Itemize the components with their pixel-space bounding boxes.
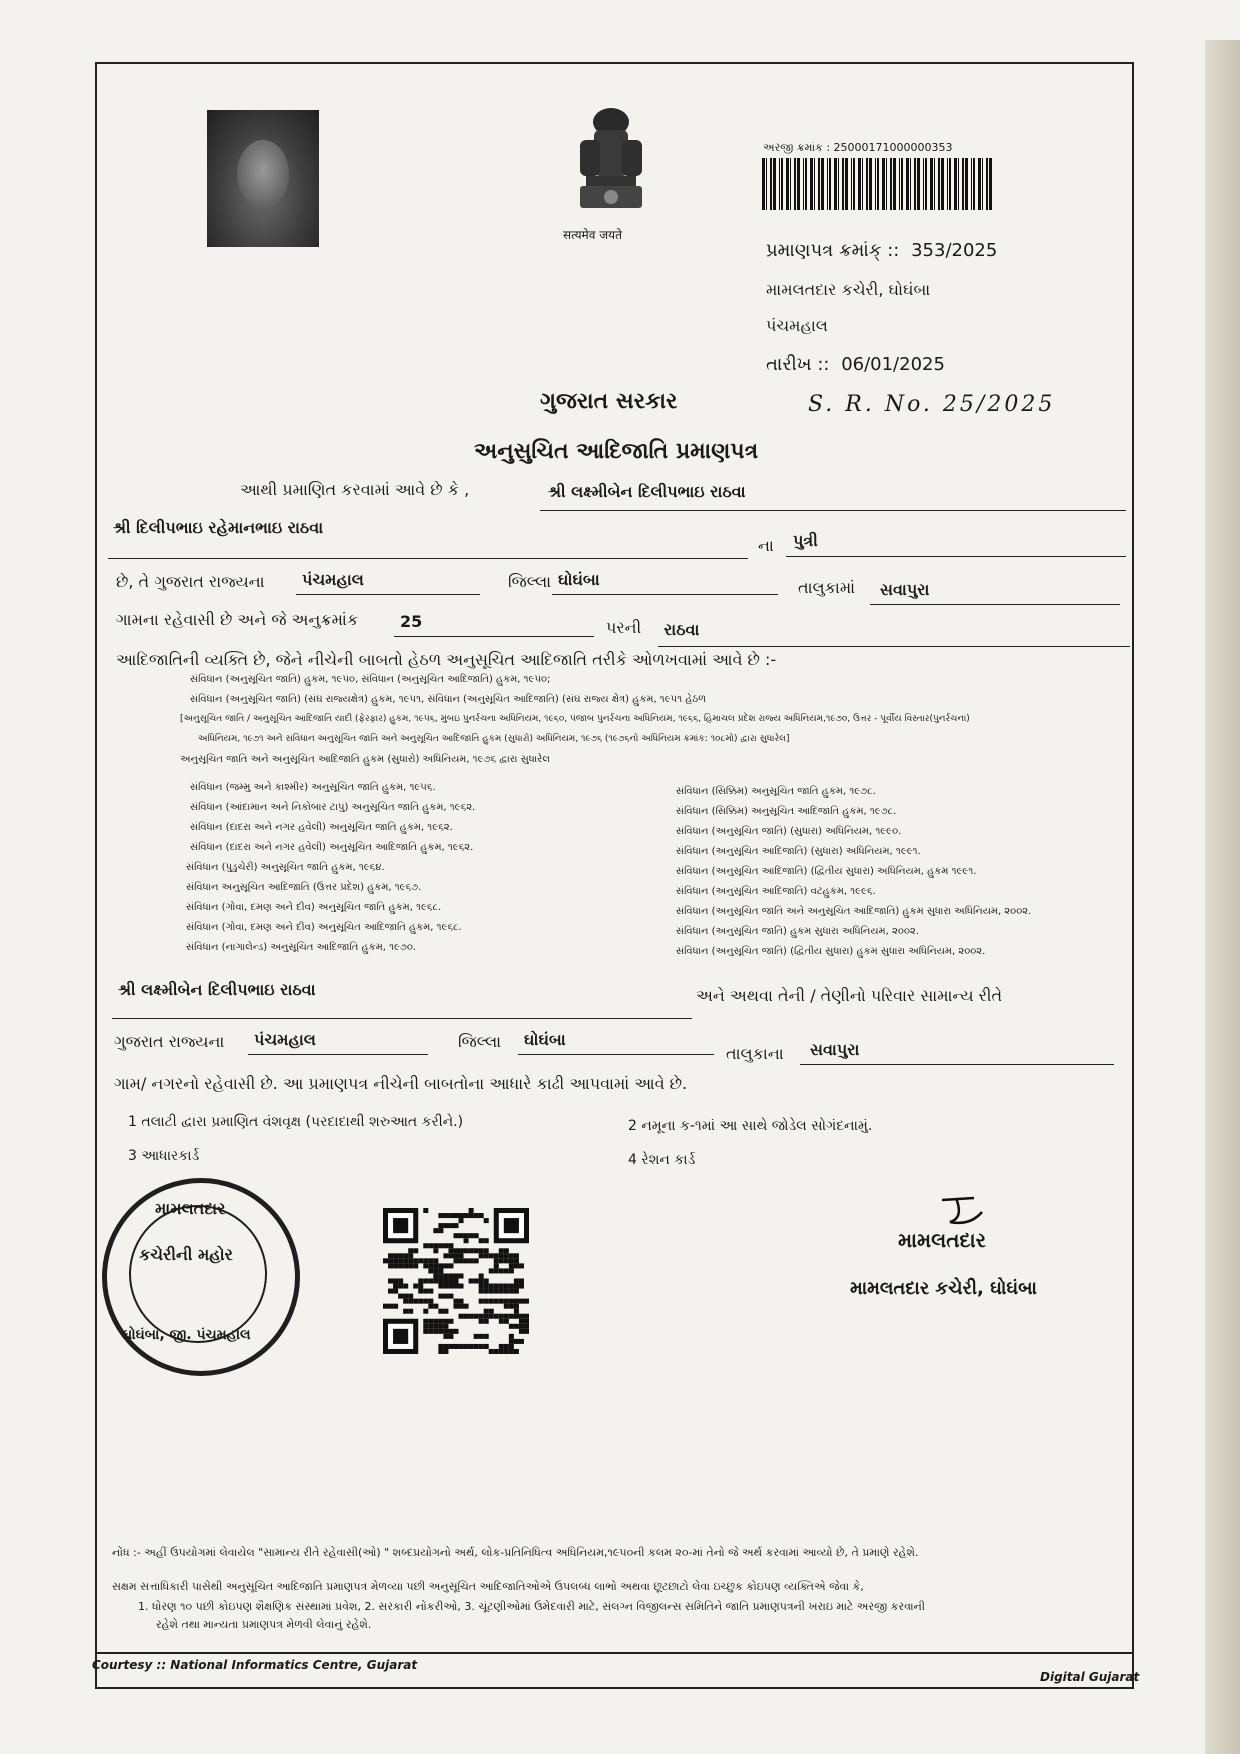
relation-underline: [786, 556, 1126, 557]
document-item: 1 તલાટી દ્વારા પ્રમાણિત વંશવૃક્ષ (પરદાદાથી શરુઆત કરીને.): [128, 1114, 464, 1130]
document-item: 4 રેશન કાર્ડ: [628, 1152, 696, 1168]
residence-applicant-name: શ્રી લક્ષ્મીબેન દિલીપભાઇ રાઠવા: [118, 980, 316, 999]
certificate-number: 353/2025: [911, 240, 998, 261]
order-right-item: સંવિધાન (અનુસૂચિત આદિજાતિ) વટહુકમ, ૧૯૯૬.: [676, 886, 876, 897]
resident-prefix: ગામના રહેવાસી છે અને જે અનુક્રમાંક: [116, 610, 359, 629]
barcode: [762, 158, 992, 210]
certificate-number-label: પ્રમાણપત્ર ક્રમાંક્ ::: [766, 240, 900, 261]
seal-center-text: કચેરીની મહોર: [139, 1245, 233, 1264]
date-label: તારીખ ::: [766, 354, 830, 375]
order-left-item: સંવિધાન (નાગાલેન્ડ) અનુસૂચિત આદિજાતિ હુકમ, ૧૯૭૦.: [186, 942, 417, 953]
district-value: પંચમહાલ: [302, 570, 364, 589]
order-right-item: સંવિધાન (સિક્કિમ) અનુસૂચિત જાતિ હુકમ, ૧૯૭૮.: [676, 786, 876, 797]
residence-taluka-value: ઘોઘંબા: [524, 1030, 566, 1049]
parent-name-underline: [108, 558, 748, 559]
recognition-text: આદિજાતિની વ્યક્તિ છે, જેને નીચેની બાબતો હેઠળ અનુસૂચિત આદિજાતિ તરીકે ઓળખવામાં આવે છે :-: [116, 650, 777, 669]
taluka-value: ઘોઘંબા: [558, 570, 600, 589]
footer-courtesy: Courtesy :: National Informatics Centre, Gujarat: [92, 1658, 418, 1672]
residence-closing-text: ગામ/ નગરનો રહેવાસી છે. આ પ્રમાણપત્ર નીચેની બાબતોના આધારે કાઢી આપવામાં આવે છે.: [114, 1074, 688, 1093]
qr-code: [383, 1208, 529, 1354]
village-underline: [870, 604, 1120, 605]
note-1: નોંધ :- અહીં ઉપયોગમાં લેવાયેલ "સામાન્ય રીતે રહેવાસી(ઓ) " શબ્દપ્રયોગનો અર્થ, લોક-પ્રતિનિધિત્વ અધિનિયમ,૧૯૫૦ની કલમ ૨૦-માં તેનો જે અર્થ કરવામાં આવ્યો છે, તે પ્રમાણે રહેશે.: [112, 1546, 919, 1559]
serial-underline: [394, 636, 594, 637]
applicant-photo: [207, 110, 319, 247]
document-item: 3 આધારકાર્ડ: [128, 1148, 200, 1164]
district-underline: [296, 594, 480, 595]
residence-district-underline: [248, 1054, 428, 1055]
scan-edge: [1205, 40, 1240, 1754]
parent-name: શ્રી દિલીપભાઇ રહેમાનભાઇ રાઠવા: [113, 518, 324, 537]
order-left-item: સંવિધાન (પુડુચેરી) અનુસૂચિત જાતિ હુકમ, ૧૯૬૪.: [186, 862, 385, 873]
order-left-item: સંવિધાન (દાદરા અને નગર હવેલી) અનુસૂચિત આદિજાતિ હુકમ, ૧૯૬૨.: [190, 842, 474, 853]
residence-state-prefix: ગુજરાત રાજ્યના: [114, 1032, 225, 1051]
residence-district-value: પંચમહાલ: [254, 1030, 316, 1049]
handwritten-reference: S. R. No. 25/2025: [808, 392, 1056, 417]
order-left-item: સંવિધાન (આંદામાન અને નિકોબાર ટાપુ) અનુસૂચિત જાતિ હુકમ, ૧૯૬૨.: [190, 802, 476, 813]
footer-divider: [95, 1652, 1132, 1654]
residence-taluka-underline: [518, 1054, 714, 1055]
taluka-underline: [552, 594, 778, 595]
emblem-motto: सत्यमेव जयते: [563, 228, 622, 242]
document-item: 2 નમૂના ક-૧માં આ સાથે જોડેલ સોગંદનામું.: [628, 1118, 873, 1134]
order-right-item: સંવિધાન (અનુસૂચિત જાતિ) (સુધારા) અધિનિયમ, ૧૯૯૦.: [676, 826, 902, 837]
order-right-item: સંવિધાન (અનુસૂચિત આદિજાતિ) (દ્વિતીય સુધારા) અધિનિયમ, હુકમ ૧૯૯૧.: [676, 866, 977, 877]
order-left-item: સંવિધાન (જમ્મુ અને કાશ્મીર) અનુસૂચિત જાતિ હુકમ, ૧૯૫૬.: [190, 782, 436, 793]
applicant-name: શ્રી લક્ષ્મીબેન દિલીપભાઇ રાઠવા: [548, 482, 746, 501]
certificate-number-row: [766, 240, 997, 261]
certificate-border: [95, 62, 1134, 1689]
village-value: સવાપુરા: [880, 580, 930, 599]
par-label: પરની: [606, 618, 642, 637]
government-title: ગુજરાત સરકાર: [540, 388, 678, 414]
order-right-item: સંવિધાન (સિક્કિમ) અનુસૂચિત આદિજાતિ હુકમ, ૧૯૭૮.: [676, 806, 897, 817]
footer-digital-gujarat: Digital Gujarat: [1040, 1670, 1140, 1684]
office-seal: [102, 1178, 300, 1376]
residence-name-underline: [112, 1018, 692, 1019]
order-item: સંવિધાન (અનુસૂચિત જાતિ) (સંઘ રાજ્યક્ષેત્ર) હુકમ, ૧૯૫૧, સંવિધાન (અનુસૂચિત આદિજાતિ) (સંઘ રાજ્ય ક્ષેત્ર) હુકમ, ૧૯૫૧ હેઠળ: [190, 694, 707, 705]
residence-district-label: જિલ્લા: [458, 1032, 502, 1051]
certificate-title: અનુસુચિત આદિજાતિ પ્રમાણપત્ર: [474, 438, 759, 464]
district-label: જિલ્લા: [508, 572, 552, 591]
residence-village-value: સવાપુરા: [810, 1040, 860, 1059]
order-right-item: સંવિધાન (અનુસૂચિત જાતિ) હુકમ સુધારા અધિનિયમ, ૨૦૦૨.: [676, 926, 919, 937]
order-left-item: સંવિધાન અનુસૂચિત આદિજાતિ (ઉત્તર પ્રદેશ) હુકમ, ૧૯૬૭.: [186, 882, 422, 893]
family-text: અને અથવા તેની / તેણીનો પરિવાર સામાન્ય રીતે: [696, 986, 1003, 1005]
residence-taluka-label: તાલુકાના: [726, 1044, 784, 1063]
issue-date-row: [766, 354, 945, 375]
note-2: સક્ષમ સત્તાધિકારી પાસેથી અનુસૂચિત આદિજાતિ પ્રમાણપત્ર મેળવ્યા પછી અનુસૂચિત આદિજાતિઓએ ઉપલબ્ધ લાભો અથવા છૂટછાટો લેવા ઇચ્છુક કોઇપણ વ્યક્તિએ જેવા કે,: [112, 1580, 864, 1593]
certify-text: આથી પ્રમાણિત કરવામાં આવે છે કે ,: [240, 480, 470, 499]
issuing-office: મામલતદાર કચેરી, ઘોઘંબા: [766, 280, 931, 299]
seal-bottom-text: ઘોઘંબા, જી. પંચમહાલ: [123, 1327, 251, 1343]
issue-date: 06/01/2025: [841, 354, 945, 375]
application-number: અરજી ક્રમાંક : 25000171000000353: [763, 141, 953, 154]
tribe-underline: [658, 646, 1130, 647]
note-4: રહેશે તથા માન્યતા પ્રમાણપત્ર મેળવી લેવાનું રહેશે.: [156, 1618, 372, 1631]
residence-village-underline: [800, 1064, 1114, 1065]
order-item: અનુસૂચિત જાતિ અને અનુસૂચિત આદિજાતિ હુકમ (સુધારો) અધિનિયમ, ૧૯૭૬ દ્વારા સુધારેલ: [180, 754, 550, 765]
order-item: અધિનિયમ, ૧૯૭૧ અને સંવિધાન અનુસૂચિત જાતિ અને અનુસૂચિત આદિજાતિ હુકમ (સુધારો) અધિનિયમ, ૧૯૭૬ (૧૯૭૬નો અધિનિયમ ક્રમાંક: ૧૦૮મો) દ્વારા સુધારેલ]: [198, 734, 790, 744]
order-item: [અનુસૂચિત જાતિ / અનુસૂચિત આદિજાતિ યાદી (ફેરફાર) હુકમ, ૧૯૫૬, મુંબઇ પુનર્રચના અધિનિયમ, ૧૯૬૦, પંજાબ પુનર્રચના અધિનિયમ, ૧૯૬૬, હિમાચલ પ્રદેશ રાજ્ય અધિનિયમ,૧૯૭૦, ઉત્તર - પૂર્વીય વિસ્તાર(પુનર્રચના): [180, 714, 970, 724]
order-right-item: સંવિધાન (અનુસૂચિત આદિજાતિ) (સુધારા) અધિનિયમ, ૧૯૯૧.: [676, 846, 921, 857]
state-prefix: છે, તે ગુજરાત રાજ્યના: [116, 572, 265, 591]
order-left-item: સંવિધાન (દાદરા અને નગર હવેલી) અનુસૂચિત જાતિ હુકમ, ૧૯૬૨.: [190, 822, 453, 833]
taluka-suffix: તાલુકામાં: [798, 578, 856, 597]
order-item: સંવિધાન (અનુસૂચિત જાતિ) હુકમ, ૧૯૫૦, સંવિધાન (અનુસૂચિત આદિજાતિ) હુકમ, ૧૯૫૦;: [190, 674, 551, 685]
signatory-designation: મામલતદાર: [898, 1228, 986, 1252]
order-right-item: સંવિધાન (અનુસૂચિત જાતિ અને અનુસૂચિત આદિજાતિ) હુકમ સુધારા અધિનિયમ, ૨૦૦૨.: [676, 906, 1032, 917]
order-left-item: સંવિધાન (ગોવા, દમણ અને દીવ) અનુસૂચિત આદિજાતિ હુકમ, ૧૯૬૮.: [186, 922, 462, 933]
order-left-item: સંવિધાન (ગોવા, દમણ અને દીવ) અનુસૂચિત જાતિ હુકમ, ૧૯૬૮.: [186, 902, 442, 913]
note-3: 1. ધોરણ ૧૦ પછી કોઇપણ શૈક્ષણિક સંસ્થામાં પ્રવેશ, 2. સરકારી નોકરીઓ, 3. ચૂંટણીઓમાં ઉમેદવારી માટે, સંલગ્ન વિજીલન્સ સમિતિને જાતિ પ્રમાણપત્રની ખરાઇ માટે અરજી કરવાની: [138, 1600, 925, 1613]
issuing-district: પંચમહાલ: [766, 316, 828, 335]
tribe: રાઠવા: [664, 620, 700, 639]
seal-top-text: મામલતદાર: [155, 1199, 226, 1218]
applicant-name-underline: [540, 510, 1126, 511]
order-right-item: સંવિધાન (અનુસૂચિત જાતિ) (દ્વિતીય સુધારા) હુકમ સુધારા અધિનિયમ, ૨૦૦૨.: [676, 946, 986, 957]
serial-number: 25: [400, 612, 423, 631]
signatory-office: મામલતદાર કચેરી, ઘોઘંબા: [850, 1278, 1037, 1299]
na-label: ના: [758, 536, 774, 555]
relation: પુત્રી: [793, 531, 818, 550]
national-emblem-icon: [556, 100, 666, 230]
